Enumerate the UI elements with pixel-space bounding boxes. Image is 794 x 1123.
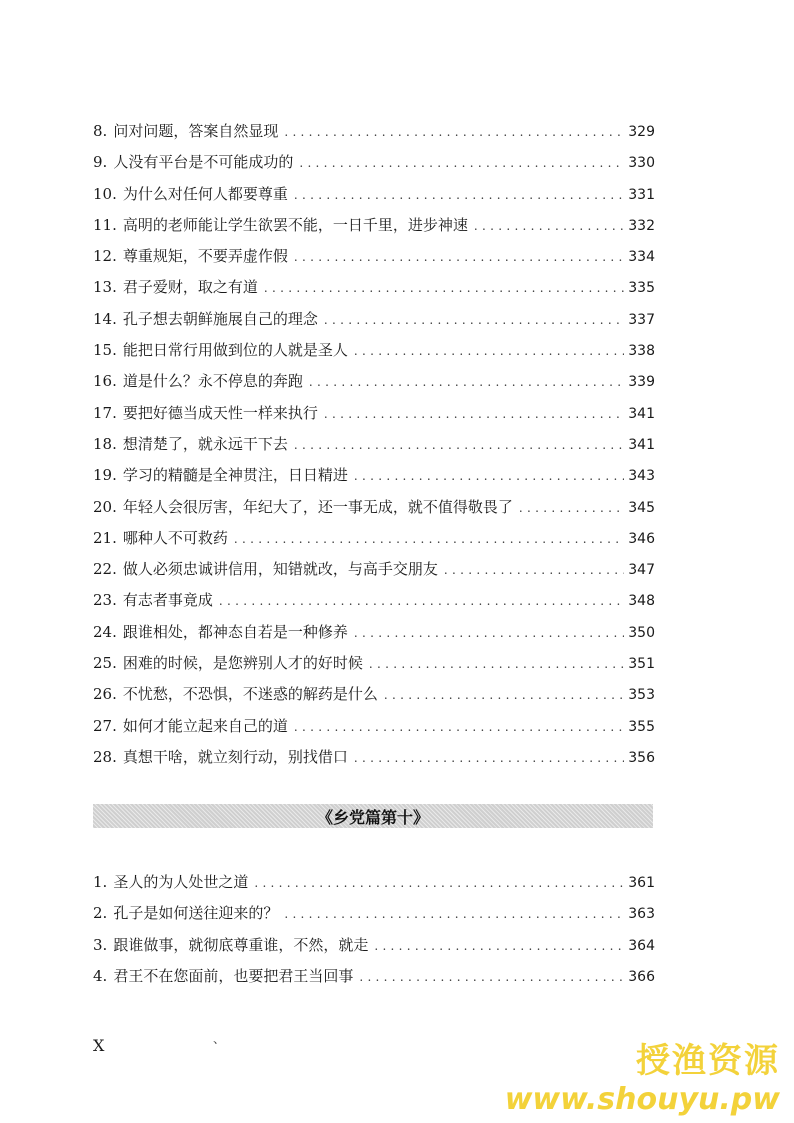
toc-leader-dots bbox=[294, 180, 624, 211]
toc-entry-page: 351 bbox=[628, 656, 655, 673]
toc-entry[interactable] bbox=[93, 585, 655, 616]
toc-entry-number: 14. bbox=[93, 309, 117, 328]
toc-entry-number: 19. bbox=[93, 466, 117, 485]
toc-entry-title: 能把日常行用做到位的人就是圣人 bbox=[122, 341, 348, 360]
toc-entry-number: 10. bbox=[93, 184, 117, 203]
toc-entry[interactable] bbox=[93, 366, 655, 397]
toc-entry-title: 困难的时候，是您辨别人才的好时候 bbox=[122, 654, 363, 673]
toc-entry-page: 339 bbox=[628, 374, 655, 391]
toc-entry[interactable] bbox=[93, 648, 655, 679]
toc-leader-dots bbox=[354, 618, 624, 649]
toc-leader-dots bbox=[264, 273, 624, 304]
toc-entry-title: 人没有平台是不可能成功的 bbox=[113, 153, 294, 172]
toc-entry-number: 3. bbox=[93, 935, 108, 954]
toc-leader-dots bbox=[354, 461, 624, 492]
toc-list-part2 bbox=[93, 867, 655, 992]
toc-entry-title: 想清楚了，就永远干下去 bbox=[122, 434, 288, 453]
toc-entry-title: 孔子想去朝鲜施展自己的理念 bbox=[122, 309, 318, 328]
toc-entry[interactable] bbox=[93, 961, 655, 992]
toc-entry-title: 真想干啥，就立刻行动，别找借口 bbox=[122, 747, 348, 766]
toc-entry-number: 12. bbox=[93, 247, 117, 266]
toc-leader-dots bbox=[219, 586, 624, 617]
toc-entry-number: 8. bbox=[93, 122, 108, 140]
toc-leader-dots bbox=[374, 931, 624, 962]
toc-leader-dots bbox=[354, 336, 624, 367]
toc-entry-page: 331 bbox=[628, 186, 655, 203]
toc-entry-title: 学习的精髓是全神贯注，日日精进 bbox=[122, 466, 348, 485]
toc-leader-dots bbox=[294, 430, 624, 461]
toc-leader-dots bbox=[299, 148, 624, 179]
toc-entry-page: 341 bbox=[628, 436, 655, 453]
toc-entry-page: 348 bbox=[628, 593, 655, 610]
toc-entry[interactable] bbox=[93, 460, 655, 491]
toc-entry[interactable] bbox=[93, 617, 655, 648]
toc-entry-number: 26. bbox=[93, 685, 117, 704]
toc-entry-page: 363 bbox=[628, 906, 655, 923]
toc-entry[interactable] bbox=[93, 930, 655, 961]
toc-leader-dots bbox=[474, 211, 624, 242]
section-title: 《乡党篇第十》 bbox=[316, 807, 429, 827]
toc-entry[interactable] bbox=[93, 241, 655, 272]
toc-entry-number: 21. bbox=[93, 528, 117, 547]
toc-entry-number: 17. bbox=[93, 403, 117, 422]
toc-entry-title: 年轻人会很厉害，年纪大了，还一事无成，就不值得敬畏了 bbox=[122, 497, 513, 516]
toc-entry-number: 28. bbox=[93, 747, 117, 766]
toc-entry-title: 跟谁相处，都神态自若是一种修养 bbox=[122, 622, 348, 641]
toc-entry-number: 2. bbox=[93, 904, 108, 923]
toc-entry-page: 334 bbox=[628, 249, 655, 266]
toc-entry-page: 345 bbox=[628, 499, 655, 516]
toc-leader-dots bbox=[369, 649, 624, 680]
toc-entry[interactable] bbox=[93, 554, 655, 585]
toc-entry-number: 9. bbox=[93, 153, 108, 172]
toc-entry[interactable] bbox=[93, 335, 655, 366]
toc-entry-number: 25. bbox=[93, 654, 117, 673]
toc-entry-page: 343 bbox=[628, 468, 655, 485]
toc-entry-page: 356 bbox=[628, 749, 655, 766]
toc-list-part1 bbox=[93, 116, 655, 773]
toc-entry-title: 问对问题，答案自然显现 bbox=[113, 122, 279, 140]
toc-entry-title: 高明的老师能让学生欲罢不能，一日千里，进步神速 bbox=[122, 215, 468, 234]
toc-leader-dots bbox=[324, 305, 624, 336]
toc-leader-dots bbox=[354, 743, 624, 774]
toc-entry[interactable] bbox=[93, 398, 655, 429]
section-heading-bar bbox=[93, 804, 653, 828]
toc-leader-dots bbox=[284, 899, 624, 930]
toc-entry-page: 361 bbox=[628, 875, 655, 891]
toc-entry-title: 尊重规矩，不要弄虚作假 bbox=[122, 247, 288, 266]
toc-entry-title: 圣人的为人处世之道 bbox=[113, 873, 249, 891]
toc-entry[interactable] bbox=[93, 898, 655, 929]
toc-entry-title: 君子爱财，取之有道 bbox=[122, 278, 258, 297]
toc-entry[interactable] bbox=[93, 210, 655, 241]
toc-entry-number: 1. bbox=[93, 873, 108, 891]
toc-leader-dots bbox=[284, 117, 624, 148]
toc-entry-title: 做人必须忠诚讲信用，知错就改，与高手交朋友 bbox=[122, 560, 438, 579]
toc-entry-title: 跟谁做事，就彻底尊重谁，不然，就走 bbox=[113, 935, 369, 954]
toc-leader-dots bbox=[444, 555, 624, 586]
toc-entry[interactable] bbox=[93, 147, 655, 178]
print-speck: 、 bbox=[213, 1032, 226, 1046]
toc-entry[interactable] bbox=[93, 116, 655, 147]
toc-entry-title: 为什么对任何人都要尊重 bbox=[122, 184, 288, 203]
toc-entry[interactable] bbox=[93, 679, 655, 710]
watermark-chinese: 授渔资源 bbox=[636, 1041, 780, 1081]
toc-entry-page: 335 bbox=[628, 280, 655, 297]
toc-entry-number: 11. bbox=[93, 215, 117, 234]
watermark-url: www.shouyu.pw bbox=[504, 1082, 780, 1117]
toc-entry-number: 16. bbox=[93, 372, 117, 391]
toc-entry-page: 350 bbox=[628, 624, 655, 641]
toc-entry-page: 329 bbox=[628, 124, 655, 140]
toc-entry[interactable] bbox=[93, 492, 655, 523]
toc-entry-title: 道是什么？永不停息的奔跑 bbox=[122, 372, 303, 391]
toc-leader-dots bbox=[254, 868, 624, 899]
toc-entry[interactable] bbox=[93, 429, 655, 460]
toc-entry-title: 有志者事竟成 bbox=[122, 591, 213, 610]
toc-entry[interactable] bbox=[93, 272, 655, 303]
toc-leader-dots bbox=[294, 712, 624, 743]
toc-entry-page: 366 bbox=[628, 968, 655, 985]
toc-entry-title: 哪种人不可救药 bbox=[122, 528, 228, 547]
watermark bbox=[505, 1040, 780, 1118]
toc-entry-page: 353 bbox=[628, 687, 655, 704]
toc-entry[interactable] bbox=[93, 742, 655, 773]
toc-entry-title: 要把好德当成天性一样来执行 bbox=[122, 403, 318, 422]
toc-entry[interactable] bbox=[93, 523, 655, 554]
toc-entry-title: 不忧愁，不恐惧，不迷惑的解药是什么 bbox=[122, 685, 378, 704]
toc-entry-page: 338 bbox=[628, 343, 655, 360]
toc-entry-page: 330 bbox=[628, 155, 655, 172]
toc-leader-dots bbox=[309, 367, 624, 398]
toc-entry-number: 18. bbox=[93, 434, 117, 453]
toc-entry-title: 君王不在您面前，也要把君王当回事 bbox=[113, 966, 354, 985]
toc-leader-dots bbox=[294, 242, 624, 273]
toc-entry-number: 20. bbox=[93, 497, 117, 516]
toc-entry-title: 如何才能立起来自己的道 bbox=[122, 716, 288, 735]
toc-entry[interactable] bbox=[93, 867, 655, 898]
toc-entry-number: 15. bbox=[93, 341, 117, 360]
toc-entry-page: 332 bbox=[628, 217, 655, 234]
toc-entry-number: 27. bbox=[93, 716, 117, 735]
toc-entry-page: 346 bbox=[628, 530, 655, 547]
toc-leader-dots bbox=[384, 680, 624, 711]
toc-entry-page: 341 bbox=[628, 405, 655, 422]
toc-entry-title: 孔子是如何送往迎来的？ bbox=[113, 904, 279, 923]
toc-leader-dots bbox=[324, 399, 624, 430]
toc-entry-number: 24. bbox=[93, 622, 117, 641]
toc-entry-number: 4. bbox=[93, 966, 108, 985]
toc-entry-number: 23. bbox=[93, 591, 117, 610]
toc-entry-page: 355 bbox=[628, 718, 655, 735]
toc-leader-dots bbox=[519, 493, 624, 524]
toc-entry-page: 364 bbox=[628, 937, 655, 954]
toc-entry[interactable] bbox=[93, 304, 655, 335]
toc-entry[interactable] bbox=[93, 711, 655, 742]
toc-entry-number: 13. bbox=[93, 278, 117, 297]
toc-entry[interactable] bbox=[93, 179, 655, 210]
toc-entry-page: 337 bbox=[628, 311, 655, 328]
toc-leader-dots bbox=[359, 962, 624, 993]
page-number: X bbox=[93, 1036, 105, 1055]
toc-entry-number: 22. bbox=[93, 560, 117, 579]
toc-entry-page: 347 bbox=[628, 562, 655, 579]
toc-leader-dots bbox=[234, 524, 624, 555]
